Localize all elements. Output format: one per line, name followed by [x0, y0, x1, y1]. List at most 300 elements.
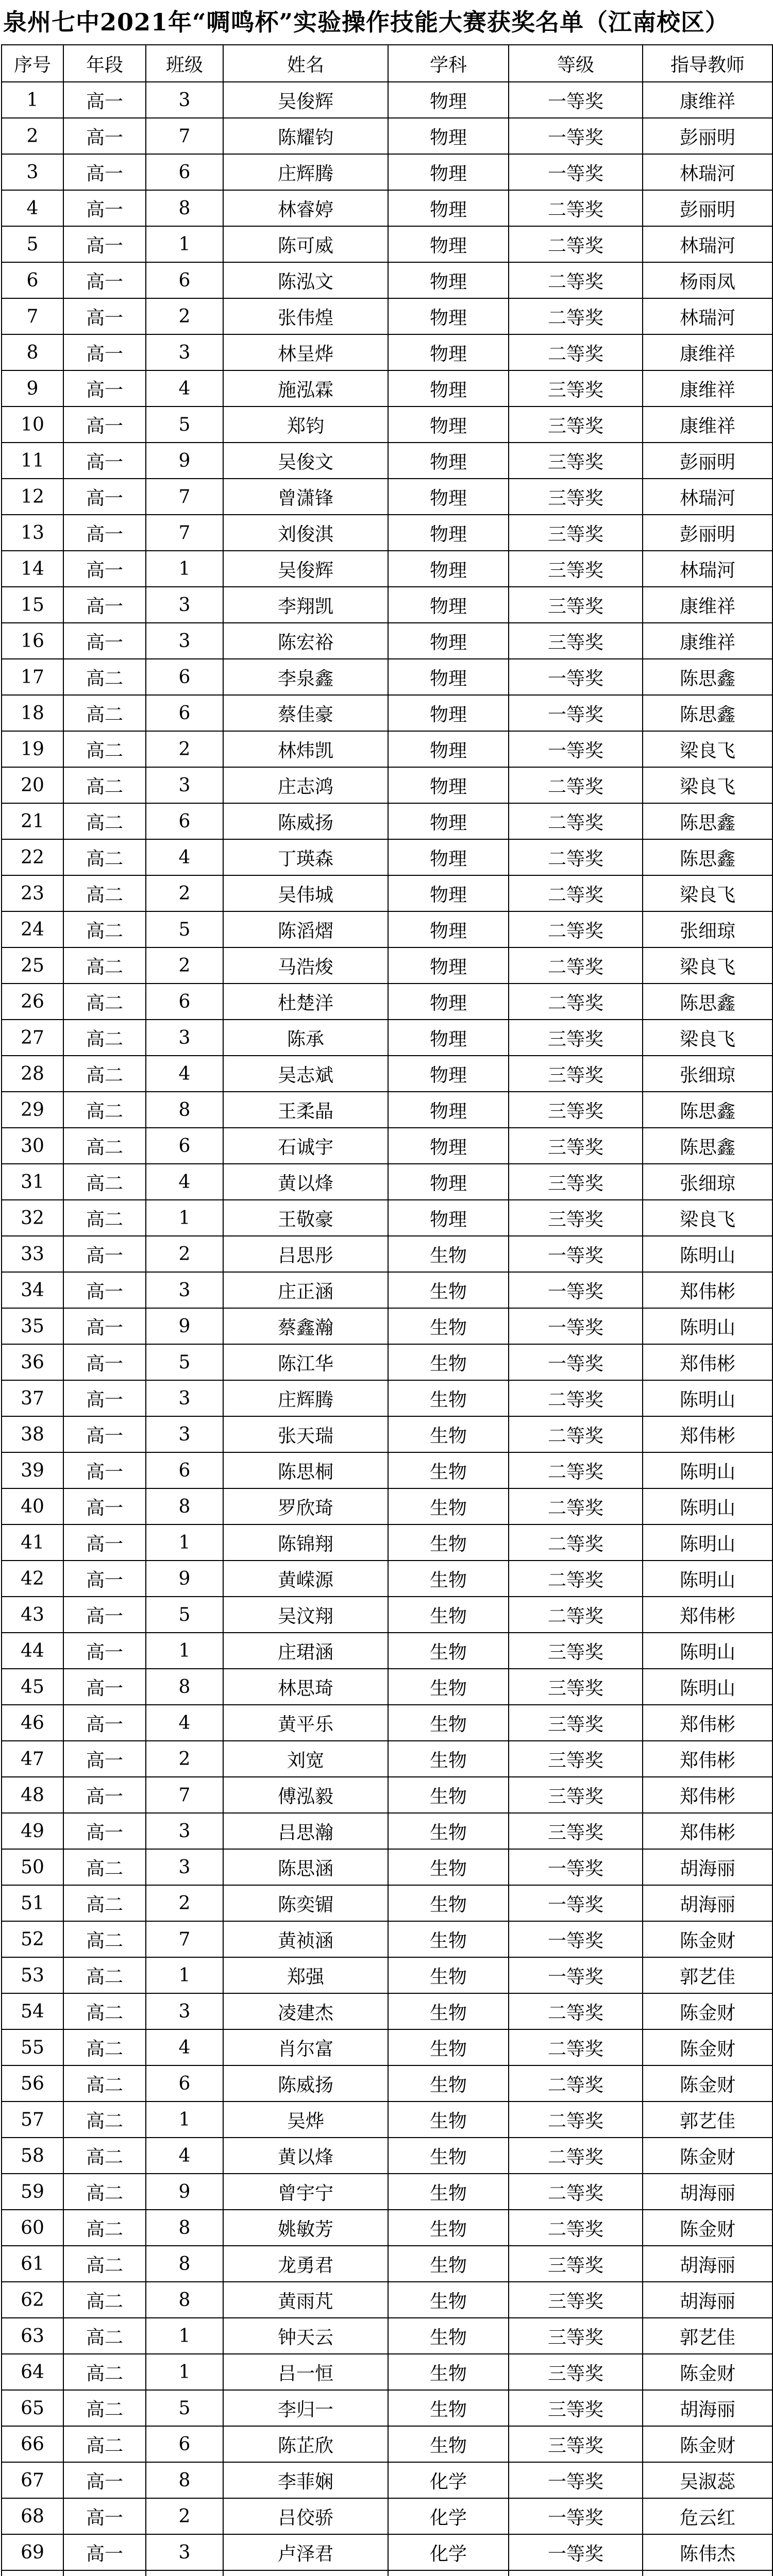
cell-class: 1 [146, 1200, 223, 1236]
cell-grade: 高一 [63, 190, 146, 226]
cell-teacher: 陈思鑫 [643, 839, 772, 875]
cell-level: 二等奖 [509, 2138, 643, 2174]
cell-class: 6 [146, 2065, 223, 2102]
cell-name: 卢泽君 [223, 2534, 388, 2570]
cell-teacher: 张细琼 [643, 1164, 772, 1200]
cell-class: 2 [146, 947, 223, 984]
cell-teacher: 陈思鑫 [643, 803, 772, 839]
cell-level: 三等奖 [509, 2246, 643, 2282]
cell-level: 二等奖 [509, 911, 643, 947]
cell-class: 8 [146, 1488, 223, 1524]
cell-class: 3 [146, 587, 223, 623]
cell-index: 54 [2, 1993, 63, 2029]
cell-teacher: 康维祥 [643, 334, 772, 370]
table-row [2, 2534, 772, 2570]
cell-name: 庄正涵 [223, 1272, 388, 1308]
cell-level: 一等奖 [509, 2462, 643, 2498]
cell-level: 二等奖 [509, 839, 643, 875]
cell-name: 陈芷欣 [223, 2426, 388, 2462]
table-row [2, 1092, 772, 1128]
table-row [2, 695, 772, 731]
table-row [2, 1777, 772, 1813]
cell-teacher: 康维祥 [643, 623, 772, 659]
table-row [2, 1308, 772, 1344]
cell-subject: 生物 [388, 2390, 509, 2426]
cell-name: 陈江华 [223, 1344, 388, 1380]
cell-class: 3 [146, 1813, 223, 1849]
cell-class: 2 [146, 2498, 223, 2534]
table-row [2, 984, 772, 1020]
cell-level: 三等奖 [509, 479, 643, 515]
cell-teacher: 梁良飞 [643, 947, 772, 984]
table-row [2, 154, 772, 190]
cell-name: 马浩焌 [223, 947, 388, 984]
cell-class: 6 [146, 659, 223, 695]
cell-class: 2 [146, 298, 223, 334]
cell-class: 2 [146, 731, 223, 767]
cell-subject: 生物 [388, 1597, 509, 1633]
cell-class: 6 [146, 1128, 223, 1164]
cell-name: 庄珺涵 [223, 1633, 388, 1669]
cell-name: 陈威扬 [223, 2065, 388, 2102]
cell-subject: 生物 [388, 1488, 509, 1524]
cell-grade: 高二 [63, 911, 146, 947]
cell-class: 4 [146, 370, 223, 406]
cell-subject: 生物 [388, 1561, 509, 1597]
cell-index: 55 [2, 2029, 63, 2065]
cell-index: 31 [2, 1164, 63, 1200]
cell-class: 3 [146, 1993, 223, 2029]
cell-level: 三等奖 [509, 515, 643, 551]
cell-grade: 高一 [63, 1561, 146, 1597]
cell-grade: 高一 [63, 1813, 146, 1849]
cell-subject: 生物 [388, 1849, 509, 1885]
cell-index: 1 [2, 82, 63, 118]
cell-name: 张伟煌 [223, 298, 388, 334]
cell-class: 1 [146, 1524, 223, 1561]
cell-class: 3 [146, 1380, 223, 1416]
cell-index: 7 [2, 298, 63, 334]
cell-grade: 高二 [63, 1128, 146, 1164]
cell-teacher: 陈思鑫 [643, 984, 772, 1020]
cell-subject: 生物 [388, 2210, 509, 2246]
cell-class: 7 [146, 118, 223, 154]
cell-index [2, 2570, 63, 2576]
cell-name: 王柔晶 [223, 1092, 388, 1128]
cell-index: 56 [2, 2065, 63, 2102]
cell-class: 1 [146, 2354, 223, 2390]
cell-class: 5 [146, 1344, 223, 1380]
cell-name: 曾宇宁 [223, 2174, 388, 2210]
cell-subject: 生物 [388, 2065, 509, 2102]
cell-grade: 高一 [63, 515, 146, 551]
cell-grade: 高一 [63, 1380, 146, 1416]
cell-teacher: 林瑞河 [643, 226, 772, 262]
cell-subject: 物理 [388, 659, 509, 695]
cell-class: 9 [146, 2174, 223, 2210]
cell-index: 38 [2, 1416, 63, 1452]
cell-class: 8 [146, 190, 223, 226]
cell-grade: 高二 [63, 2210, 146, 2246]
cell-grade: 高一 [63, 443, 146, 479]
cell-subject: 生物 [388, 1777, 509, 1813]
cell-class: 6 [146, 1452, 223, 1488]
table-row [2, 2210, 772, 2246]
cell-class: 9 [146, 1561, 223, 1597]
table-row [2, 2318, 772, 2354]
cell-level: 一等奖 [509, 1344, 643, 1380]
cell-level: 二等奖 [509, 226, 643, 262]
cell-name: 陈泓文 [223, 262, 388, 298]
cell-class: 2 [146, 1885, 223, 1921]
cell-grade: 高二 [63, 1200, 146, 1236]
cell-subject: 物理 [388, 154, 509, 190]
table-row [2, 334, 772, 370]
cell-index: 51 [2, 1885, 63, 1921]
cell-level: 一等奖 [509, 118, 643, 154]
cell-name: 吴俊辉 [223, 551, 388, 587]
cell-class: 7 [146, 1777, 223, 1813]
cell-subject: 生物 [388, 1741, 509, 1777]
cell-index: 2 [2, 118, 63, 154]
cell-index: 68 [2, 2498, 63, 2534]
cell-class: 4 [146, 1164, 223, 1200]
cell-teacher: 郑伟彬 [643, 1777, 772, 1813]
cell-class: 6 [146, 803, 223, 839]
cell-teacher: 陈明山 [643, 1561, 772, 1597]
cell-name: 傅泓毅 [223, 1777, 388, 1813]
table-row [2, 2102, 772, 2138]
cell-teacher: 陈金财 [643, 1921, 772, 1957]
cell-level: 一等奖 [509, 731, 643, 767]
cell-name: 庄辉腾 [223, 1380, 388, 1416]
cell-index: 44 [2, 1633, 63, 1669]
cell-teacher: 陈金财 [643, 2426, 772, 2462]
cell-grade: 高二 [63, 947, 146, 984]
cell-index: 57 [2, 2102, 63, 2138]
table-row [2, 2390, 772, 2426]
cell-level: 三等奖 [509, 1092, 643, 1128]
cell-class: 4 [146, 2029, 223, 2065]
table-row [2, 1488, 772, 1524]
cell-level: 二等奖 [509, 1993, 643, 2029]
cell-level: 二等奖 [509, 2102, 643, 2138]
cell-name: 吕思瀚 [223, 1813, 388, 1849]
cell-level: 三等奖 [509, 1705, 643, 1741]
cell-grade: 高一 [63, 1524, 146, 1561]
cell-level: 三等奖 [509, 1813, 643, 1849]
cell-level: 三等奖 [509, 1669, 643, 1705]
cell-class: 3 [146, 767, 223, 803]
cell-level: 一等奖 [509, 2534, 643, 2570]
table-row [2, 406, 772, 443]
cell-class: 5 [146, 2390, 223, 2426]
cell-subject: 物理 [388, 262, 509, 298]
cell-grade: 高二 [63, 803, 146, 839]
cell-level: 二等奖 [509, 1561, 643, 1597]
cell-name: 庄辉腾 [223, 154, 388, 190]
table-row [2, 1344, 772, 1380]
cell-subject: 物理 [388, 1200, 509, 1236]
cell-index: 45 [2, 1669, 63, 1705]
cell-name: 黄以烽 [223, 1164, 388, 1200]
cell-teacher: 胡海丽 [643, 1885, 772, 1921]
cell-subject: 物理 [388, 731, 509, 767]
cell-grade: 高一 [63, 298, 146, 334]
table-row [2, 1705, 772, 1741]
cell-subject: 物理 [388, 406, 509, 443]
cell-level: 一等奖 [509, 695, 643, 731]
cell-class: 6 [146, 2426, 223, 2462]
cell-level: 一等奖 [509, 1921, 643, 1957]
cell-grade: 高二 [63, 1993, 146, 2029]
cell-index: 67 [2, 2462, 63, 2498]
cell-subject: 物理 [388, 1164, 509, 1200]
cell-teacher: 陈明山 [643, 1488, 772, 1524]
cell-grade: 高一 [63, 1741, 146, 1777]
table-row [2, 1597, 772, 1633]
cell-index: 65 [2, 2390, 63, 2426]
cell-teacher: 陈明山 [643, 1524, 772, 1561]
table-row [2, 587, 772, 623]
cell-teacher: 郭艺佳 [643, 2102, 772, 2138]
table-row [2, 1849, 772, 1885]
table-row [2, 2570, 772, 2576]
cell-level: 一等奖 [509, 659, 643, 695]
header-teacher: 指导教师 [643, 45, 772, 82]
cell-index: 61 [2, 2246, 63, 2282]
cell-level: 一等奖 [509, 2498, 643, 2534]
cell-name: 王敬豪 [223, 1200, 388, 1236]
table-row [2, 2462, 772, 2498]
cell-subject: 物理 [388, 190, 509, 226]
cell-name: 刘宽 [223, 1741, 388, 1777]
cell-teacher: 陈明山 [643, 1380, 772, 1416]
cell-teacher: 梁良飞 [643, 767, 772, 803]
cell-index: 62 [2, 2282, 63, 2318]
cell-subject: 生物 [388, 1705, 509, 1741]
table-row [2, 1561, 772, 1597]
cell-name: 黄以烽 [223, 2138, 388, 2174]
table-row [2, 2282, 772, 2318]
cell-class: 3 [146, 1020, 223, 1056]
cell-teacher: 郑伟彬 [643, 1344, 772, 1380]
cell-index: 26 [2, 984, 63, 1020]
cell-index: 28 [2, 1056, 63, 1092]
cell-grade: 高二 [63, 1885, 146, 1921]
cell-teacher: 康维祥 [643, 406, 772, 443]
table-row [2, 1056, 772, 1092]
cell-index: 59 [2, 2174, 63, 2210]
cell-grade: 高一 [63, 1272, 146, 1308]
cell-grade: 高二 [63, 767, 146, 803]
cell-level: 三等奖 [509, 2354, 643, 2390]
cell-level: 一等奖 [509, 82, 643, 118]
cell-class: 1 [146, 1633, 223, 1669]
cell-level: 二等奖 [509, 2210, 643, 2246]
cell-level: 一等奖 [509, 1957, 643, 1993]
cell-subject: 物理 [388, 118, 509, 154]
cell-subject: 化学 [388, 2534, 509, 2570]
cell-level: 二等奖 [509, 298, 643, 334]
table-row [2, 2138, 772, 2174]
cell-grade: 高二 [63, 2065, 146, 2102]
cell-name: 龙勇君 [223, 2246, 388, 2282]
cell-index: 48 [2, 1777, 63, 1813]
table-row [2, 1885, 772, 1921]
cell-grade: 高一 [63, 1236, 146, 1272]
cell-level: 二等奖 [509, 984, 643, 1020]
cell-index: 30 [2, 1128, 63, 1164]
table-row [2, 298, 772, 334]
cell-class: 3 [146, 334, 223, 370]
cell-grade: 高二 [63, 2318, 146, 2354]
table-row [2, 2174, 772, 2210]
cell-teacher: 林瑞河 [643, 298, 772, 334]
cell-index: 49 [2, 1813, 63, 1849]
cell-teacher: 林瑞河 [643, 479, 772, 515]
cell-teacher: 陈金财 [643, 2065, 772, 2102]
cell-index: 23 [2, 875, 63, 911]
cell-grade: 高二 [63, 2390, 146, 2426]
cell-class: 8 [146, 2246, 223, 2282]
cell-level: 二等奖 [509, 2065, 643, 2102]
cell-grade: 高一 [63, 1705, 146, 1741]
cell-teacher: 梁良飞 [643, 1200, 772, 1236]
cell-grade: 高二 [63, 2246, 146, 2282]
cell-level: 三等奖 [509, 443, 643, 479]
cell-subject: 物理 [388, 984, 509, 1020]
cell-level: 二等奖 [509, 1380, 643, 1416]
cell-name: 吴汶翔 [223, 1597, 388, 1633]
cell-grade: 高一 [63, 587, 146, 623]
cell-grade: 高二 [63, 2354, 146, 2390]
cell-level: 三等奖 [509, 1020, 643, 1056]
cell-index: 53 [2, 1957, 63, 1993]
cell-index: 20 [2, 767, 63, 803]
cell-class: 5 [146, 1597, 223, 1633]
cell-subject: 物理 [388, 803, 509, 839]
cell-level: 三等奖 [509, 2390, 643, 2426]
cell-grade: 高一 [63, 1308, 146, 1344]
cell-subject: 生物 [388, 1669, 509, 1705]
cell-teacher: 彭丽明 [643, 190, 772, 226]
cell-subject: 化学 [388, 2498, 509, 2534]
header-grade: 年段 [63, 45, 146, 82]
cell-name: 张天瑞 [223, 1416, 388, 1452]
cell-grade: 高一 [63, 2498, 146, 2534]
cell-teacher: 郑伟彬 [643, 1272, 772, 1308]
cell-class: 4 [146, 1056, 223, 1092]
table-row [2, 370, 772, 406]
cell-class: 1 [146, 2102, 223, 2138]
cell-class: 2 [146, 1236, 223, 1272]
cell-teacher: 张细琼 [643, 1056, 772, 1092]
cell-name: 李菲娴 [223, 2462, 388, 2498]
cell-index: 50 [2, 1849, 63, 1885]
cell-grade: 高一 [63, 2462, 146, 2498]
cell-name: 庄志鸿 [223, 767, 388, 803]
cell-teacher: 梁良飞 [643, 1020, 772, 1056]
cell-index: 5 [2, 226, 63, 262]
cell-index: 29 [2, 1092, 63, 1128]
cell-subject: 化学 [388, 2462, 509, 2498]
cell-name: 陈可威 [223, 226, 388, 262]
cell-level: 三等奖 [509, 1056, 643, 1092]
cell-class: 6 [146, 262, 223, 298]
cell-teacher: 陈伟杰 [643, 2534, 772, 2570]
cell-teacher: 陈明山 [643, 1236, 772, 1272]
cell-level: 二等奖 [509, 262, 643, 298]
cell-index: 36 [2, 1344, 63, 1380]
cell-subject: 生物 [388, 1308, 509, 1344]
cell-name: 黄嵘源 [223, 1561, 388, 1597]
table-row [2, 479, 772, 515]
cell-index: 58 [2, 2138, 63, 2174]
cell-level: 二等奖 [509, 1597, 643, 1633]
cell-class: 7 [146, 515, 223, 551]
cell-teacher: 杨雨凤 [643, 262, 772, 298]
cell-name: 黄平乐 [223, 1705, 388, 1741]
cell-level: 三等奖 [509, 1741, 643, 1777]
table-row [2, 1813, 772, 1849]
cell-subject: 物理 [388, 370, 509, 406]
cell-grade: 高一 [63, 1633, 146, 1669]
cell-level: 二等奖 [509, 190, 643, 226]
cell-class: 1 [146, 2318, 223, 2354]
cell-teacher: 陈金财 [643, 2029, 772, 2065]
cell-name: 林炜凯 [223, 731, 388, 767]
cell-subject: 物理 [388, 1128, 509, 1164]
cell-index: 60 [2, 2210, 63, 2246]
cell-teacher: 康维祥 [643, 370, 772, 406]
table-row [2, 1524, 772, 1561]
cell-class: 6 [146, 695, 223, 731]
cell-teacher: 陈金财 [643, 1993, 772, 2029]
cell-subject: 物理 [388, 298, 509, 334]
cell-name: 李泉鑫 [223, 659, 388, 695]
cell-index: 52 [2, 1921, 63, 1957]
cell-grade: 高二 [63, 1849, 146, 1885]
table-row [2, 1633, 772, 1669]
cell-subject: 物理 [388, 226, 509, 262]
cell-class: 6 [146, 984, 223, 1020]
cell-teacher: 林瑞河 [643, 154, 772, 190]
cell-index: 17 [2, 659, 63, 695]
cell-name: 蔡佳豪 [223, 695, 388, 731]
table-row [2, 1164, 772, 1200]
cell-index: 40 [2, 1488, 63, 1524]
cell-class: 2 [146, 1741, 223, 1777]
cell-grade: 高二 [63, 695, 146, 731]
cell-class: 7 [146, 1921, 223, 1957]
cell-grade: 高一 [63, 1452, 146, 1488]
cell-grade: 高一 [63, 623, 146, 659]
cell-class: 3 [146, 2534, 223, 2570]
cell-teacher: 郑伟彬 [643, 1597, 772, 1633]
cell-teacher: 陈思鑫 [643, 1128, 772, 1164]
cell-teacher: 陈金财 [643, 2354, 772, 2390]
table-row [2, 875, 772, 911]
table-row [2, 1741, 772, 1777]
cell-grade: 高二 [63, 1092, 146, 1128]
cell-class: 8 [146, 1669, 223, 1705]
cell-name: 李翔凯 [223, 587, 388, 623]
cell-subject [388, 2570, 509, 2576]
cell-teacher: 吴淑蕊 [643, 2462, 772, 2498]
cell-name: 陈宏裕 [223, 623, 388, 659]
cell-subject: 物理 [388, 551, 509, 587]
